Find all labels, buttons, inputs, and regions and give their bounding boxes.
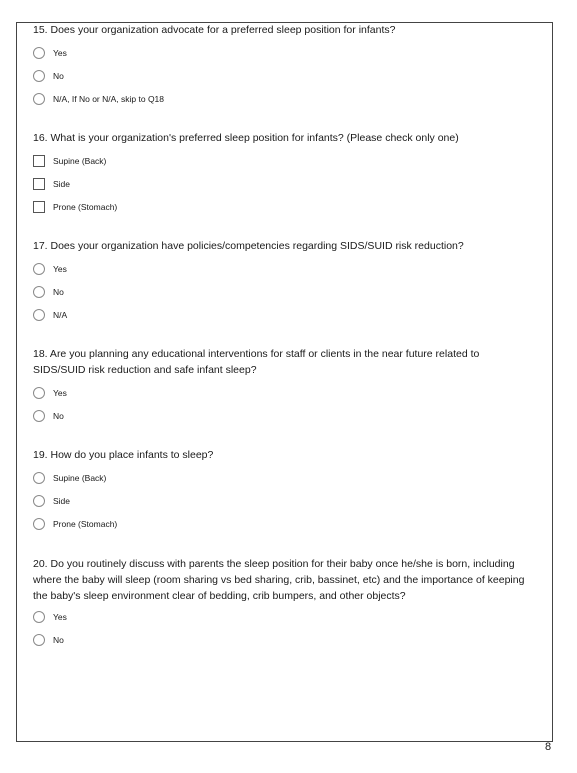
question-19: 19. How do you place infants to sleep? xyxy=(33,449,214,461)
checkbox[interactable] xyxy=(33,201,45,213)
q19-option-prone[interactable] xyxy=(33,517,117,531)
q17-option-no[interactable] xyxy=(33,285,64,299)
question-17: 17. Does your organization have policies/competencies regarding SIDS/SUID risk reduction? xyxy=(33,240,464,252)
option-label: Side xyxy=(53,496,71,506)
option-label: No xyxy=(53,411,64,421)
q16-option-side[interactable] xyxy=(33,177,70,191)
q17-option-na[interactable] xyxy=(33,308,67,322)
option-label: Yes xyxy=(53,612,67,622)
option-label: Yes xyxy=(53,48,67,58)
radio-button[interactable] xyxy=(33,387,45,399)
option-label: Supine (Back) xyxy=(53,156,107,166)
option-label: Prone (Stomach) xyxy=(53,202,118,212)
radio-button[interactable] xyxy=(33,263,45,275)
checkbox[interactable] xyxy=(33,178,45,190)
q19-option-supine[interactable] xyxy=(33,471,106,485)
q20-option-no[interactable] xyxy=(33,633,64,647)
option-label: Supine (Back) xyxy=(53,473,107,483)
question-20: 20. Do you routinely discuss with parents the sleep position for their baby once he/she is born, including where the baby will sleep (room sharing vs bed sharing, crib, bassinet, etc) and the importance of keeping the baby's sleep environment clear of bedding, crib bumpers, and other objects? xyxy=(33,558,525,602)
option-label: Yes xyxy=(53,388,67,398)
q20-option-yes[interactable] xyxy=(33,610,67,624)
option-label: No xyxy=(53,635,64,645)
question-18: 18. Are you planning any educational interventions for staff or clients in the near future related to SIDS/SUID risk reduction and safe infant sleep? xyxy=(33,348,480,376)
q18-option-no[interactable] xyxy=(33,409,64,423)
page-number: 8 xyxy=(545,741,552,753)
radio-button[interactable] xyxy=(33,47,45,59)
option-label: Prone (Stomach) xyxy=(53,519,118,529)
checkbox[interactable] xyxy=(33,155,45,167)
radio-button[interactable] xyxy=(33,518,45,530)
option-label: No xyxy=(53,287,64,297)
q18-option-yes[interactable] xyxy=(33,386,67,400)
radio-button[interactable] xyxy=(33,611,45,623)
q15-option-na[interactable] xyxy=(33,92,164,106)
radio-button[interactable] xyxy=(33,634,45,646)
q19-option-side[interactable] xyxy=(33,494,70,508)
q15-option-no[interactable] xyxy=(33,69,64,83)
question-15: 15. Does your organization advocate for a preferred sleep position for infants? xyxy=(33,24,396,36)
radio-button[interactable] xyxy=(33,410,45,422)
option-label: No xyxy=(53,71,64,81)
radio-button[interactable] xyxy=(33,472,45,484)
option-label: Side xyxy=(53,179,71,189)
radio-button[interactable] xyxy=(33,93,45,105)
option-label: N/A xyxy=(53,310,68,320)
radio-button[interactable] xyxy=(33,495,45,507)
q15-option-yes[interactable] xyxy=(33,46,67,60)
radio-button[interactable] xyxy=(33,309,45,321)
radio-button[interactable] xyxy=(33,286,45,298)
option-label: Yes xyxy=(53,264,67,274)
option-label: N/A, If No or N/A, skip to Q18 xyxy=(53,94,165,104)
q16-option-supine[interactable] xyxy=(33,154,106,168)
question-16: 16. What is your organization's preferred sleep position for infants? (Please check only one) xyxy=(33,132,459,144)
radio-button[interactable] xyxy=(33,70,45,82)
q16-option-prone[interactable] xyxy=(33,200,117,214)
q17-option-yes[interactable] xyxy=(33,262,67,276)
